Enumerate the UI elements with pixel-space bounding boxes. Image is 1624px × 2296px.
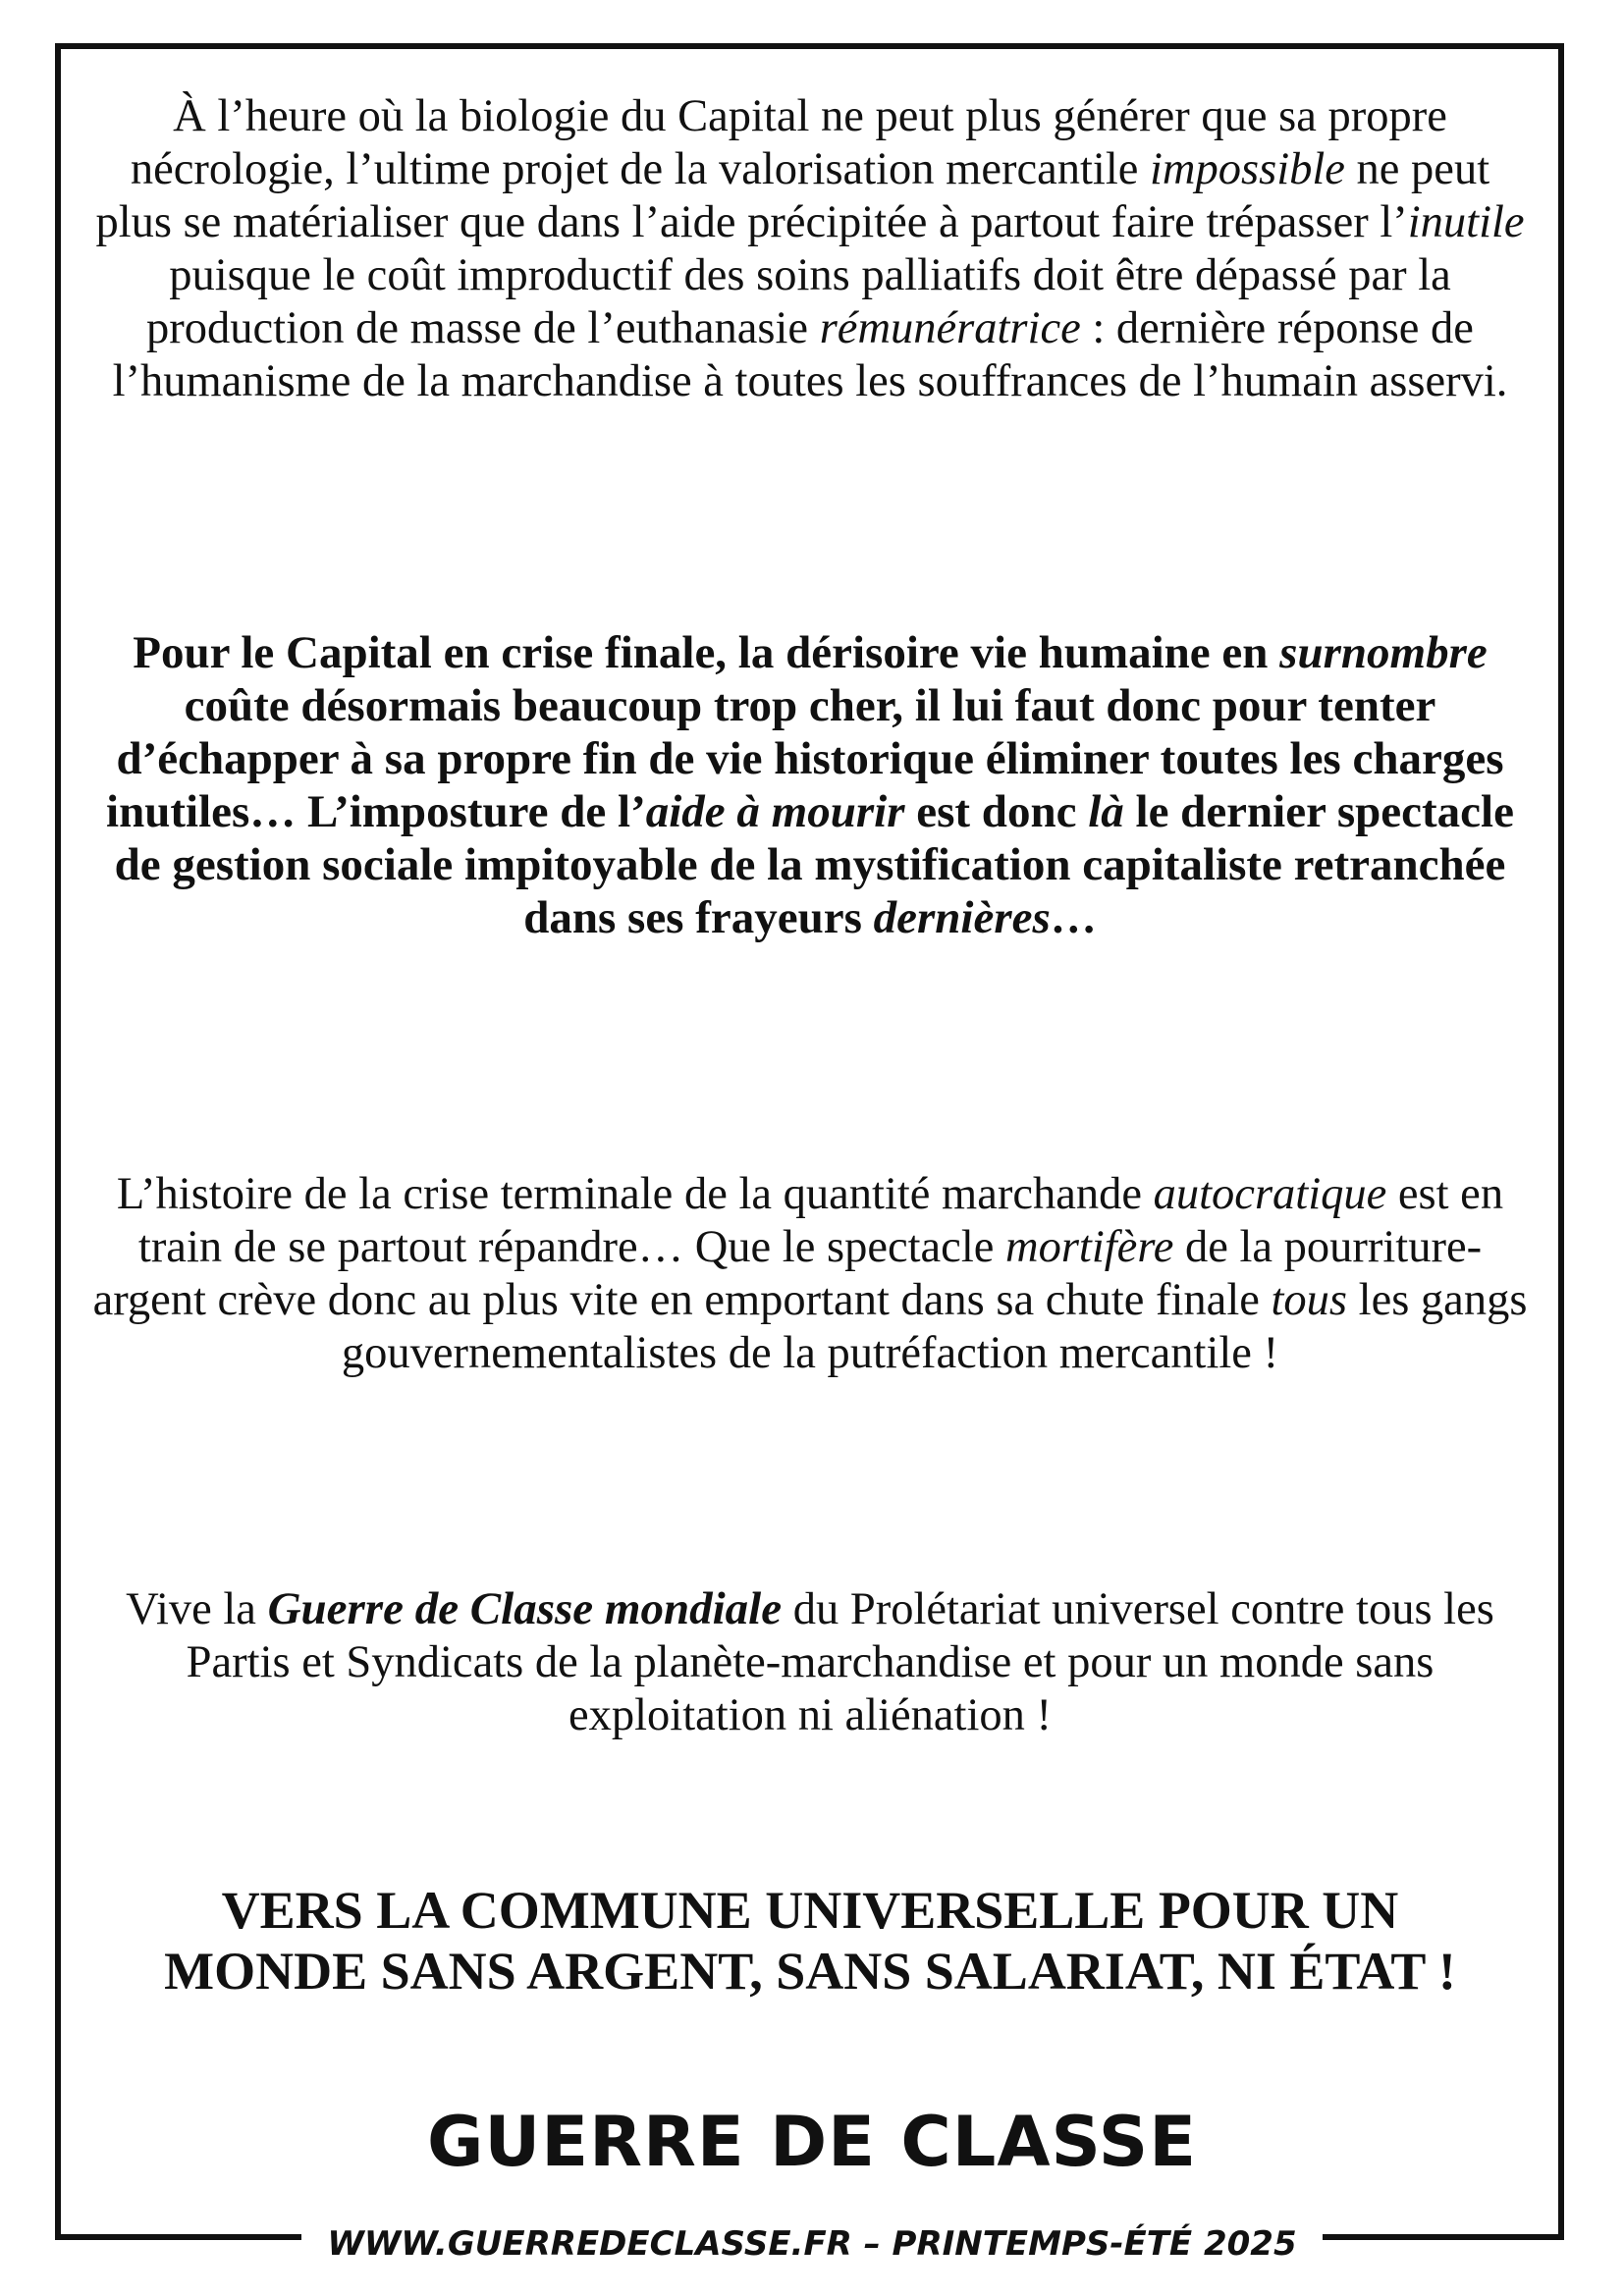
emphasis: là (1088, 786, 1124, 837)
paragraph-1 (88, 90, 1532, 408)
text-run: … (1050, 892, 1097, 943)
emphasis: aide à mourir (645, 786, 905, 837)
footer (0, 2215, 1624, 2273)
emphasis: mortifère (1005, 1222, 1174, 1272)
emphasis: inutile (1407, 197, 1525, 247)
text-run: : dernière réponse de l’humanisme de la marchandise à toutes les souffrances de l’humain asservi. (112, 303, 1508, 406)
paragraph-4 (88, 1582, 1532, 1742)
text-run: les gangs gouvernementalistes de la putréfaction mercantile ! (341, 1275, 1528, 1378)
emphasis: Guerre de Classe mondiale (267, 1583, 783, 1634)
slogan: VERS LA COMMUNE UNIVERSELLE POUR UN MONDE SANS ARGENT, SANS SALARIAT, NI ÉTAT ! (164, 1881, 1456, 2001)
text-run: ne peut plus se matérialiser que dans l’aide précipitée à partout faire trépasser l’ (95, 144, 1490, 247)
text-run: du Prolétariat universel contre tous les Partis et Syndicats de la planète-marchandise et pour un monde sans exploitation ni aliénation ! (186, 1584, 1494, 1740)
emphasis: rémunératrice (819, 303, 1081, 353)
text-run: L’histoire de la crise terminale de la quantité marchande (116, 1169, 1154, 1219)
emphasis: autocratique (1153, 1169, 1387, 1219)
text-run: Vive la (126, 1584, 268, 1634)
emphasis: surnombre (1279, 627, 1488, 678)
emphasis: impossible (1150, 144, 1345, 194)
footer-text: WWW.GUERREDECLASSE.FR – PRINTEMPS-ÉTÉ 2025 (301, 2215, 1322, 2273)
text-run: est donc (904, 786, 1089, 837)
paragraph-2 (88, 626, 1532, 944)
text-run: est en train de se partout répandre… Que le spectacle (137, 1169, 1504, 1272)
text-run: Pour le Capital en crise finale, la dérisoire vie humaine en (133, 627, 1280, 678)
text-run: puisque le coût improductif des soins palliatifs doit être dépassé par la production de masse de l’euthanasie (146, 250, 1451, 353)
text-run: À l’heure où la biologie du Capital ne peut plus générer que sa propre nécrologie, l’ultime projet de la valorisation mercantile (130, 91, 1447, 194)
paragraph-3 (88, 1168, 1532, 1380)
brand-title: GUERRE DE CLASSE (426, 2102, 1198, 2182)
text-run: le dernier spectacle de gestion sociale impitoyable de la mystification capitaliste retranchée dans ses frayeurs (114, 786, 1514, 943)
text-run: de la pourriture-argent crève donc au plus vite en emportant dans sa chute finale (92, 1222, 1483, 1325)
emphasis: tous (1271, 1275, 1348, 1325)
emphasis: dernières (873, 892, 1051, 943)
text-run: coûte désormais beaucoup trop cher, il lui faut donc pour tenter d’échapper à sa propre fin de vie historique éliminer toutes les charges inutiles… L’imposture de l’ (106, 680, 1504, 837)
